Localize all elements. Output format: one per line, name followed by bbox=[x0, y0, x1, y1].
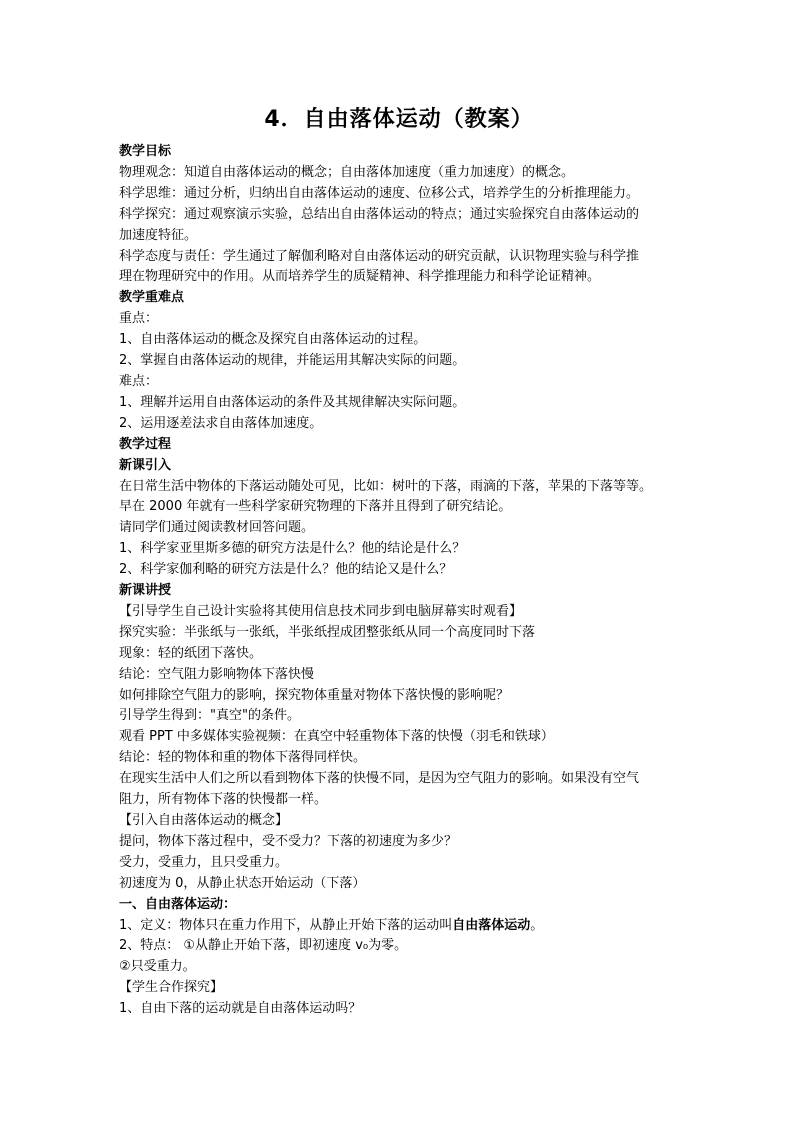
document-page bbox=[119, 104, 679, 1020]
text-line: 受力，受重力，且只受重力。 bbox=[119, 854, 289, 870]
text-line: 探究实验：半张纸与一张纸，半张纸捏成团整张纸从同一个高度同时下落 bbox=[119, 624, 536, 640]
section-heading: 教学目标 bbox=[119, 144, 172, 159]
text-line: 1、自由下落的运动就是自由落体运动吗？ bbox=[119, 1001, 362, 1017]
section-heading: 教学重难点 bbox=[119, 290, 185, 306]
page-title: 4．自由落体运动（教案） bbox=[264, 107, 534, 132]
text-line: 在日常生活中物体的下落运动随处可见，比如：树叶的下落，雨滴的下落，苹果的下落等等。 bbox=[119, 478, 653, 494]
text-line: 2、运用逐差法求自由落体加速度。 bbox=[119, 415, 323, 431]
text-line: 2、掌握自由落体运动的规律，并能运用其解决实际的问题。 bbox=[119, 353, 466, 369]
text-line: 阻力，所有物体下落的快慢都一样。 bbox=[119, 792, 328, 808]
text-line: 1、理解并运用自由落体运动的条件及其规律解决实际问题。 bbox=[119, 394, 466, 410]
text-line: 1、科学家亚里斯多德的研究方法是什么？他的结论是什么？ bbox=[119, 541, 466, 557]
text-line: 结论：轻的物体和重的物体下落得同样快。 bbox=[119, 750, 367, 766]
text-line: 【引导学生自己设计实验将其使用信息技术同步到电脑屏幕实时观看】 bbox=[119, 603, 523, 619]
text-line: ②只受重力。 bbox=[119, 959, 196, 975]
section-heading: 新课引入 bbox=[119, 457, 172, 473]
text-line: 加速度特征。 bbox=[119, 227, 198, 243]
section-heading: 新课讲授 bbox=[119, 583, 172, 599]
text-line: 请同学们通过阅读教材回答问题。 bbox=[119, 520, 315, 536]
text-line: 难点： bbox=[119, 373, 159, 389]
text-line: 在现实生活中人们之所以看到物体下落的快慢不同，是因为空气阻力的影响。如果没有空气 bbox=[119, 771, 640, 787]
defined-term: 自由落体运动 bbox=[452, 917, 531, 933]
section-heading: 一、自由落体运动： bbox=[119, 896, 237, 912]
text-line: 早在 2000 年就有一些科学家研究物理的下落并且得到了研究结论。 bbox=[119, 499, 512, 515]
text-line: 科学思维：通过分析，归纳出自由落体运动的速度、位移公式，培养学生的分析推理能力。 bbox=[119, 185, 640, 201]
text-line: 1、自由落体运动的概念及探究自由落体运动的过程。 bbox=[119, 332, 427, 348]
text-line: 如何排除空气阻力的影响，探究物体重量对物体下落快慢的影响呢？ bbox=[119, 687, 510, 703]
text-line: 结论：空气阻力影响物体下落快慢 bbox=[119, 666, 315, 682]
text-line: 2、科学家伽利略的研究方法是什么？他的结论又是什么？ bbox=[119, 562, 453, 578]
text-line: 科学探究：通过观察演示实验，总结出自由落体运动的特点；通过实验探究自由落体运动的 bbox=[119, 206, 640, 222]
text-line: 观看 PPT 中多媒体实验视频：在真空中轻重物体下落的快慢（羽毛和铁球） bbox=[119, 729, 554, 745]
text-line: 2、特点： ①从静止开始下落，即初速度 v₀为零。 bbox=[119, 938, 408, 954]
text-line: 【引入自由落体运动的概念】 bbox=[119, 813, 289, 828]
text-line: 重点： bbox=[119, 311, 159, 327]
text-line: 初速度为 0，从静止状态开始运动（下落） bbox=[119, 875, 366, 891]
text-line: 理在物理研究中的作用。从而培养学生的质疑精神、科学推理能力和科学论证精神。 bbox=[119, 269, 601, 285]
text-line: 提问，物体下落过程中，受不受力？下落的初速度为多少？ bbox=[119, 833, 458, 849]
text-line: 物理观念：知道自由落体运动的概念；自由落体加速度（重力加速度）的概念。 bbox=[119, 164, 575, 180]
document-body bbox=[119, 142, 679, 1020]
text-line: 【学生合作探究】 bbox=[119, 980, 224, 996]
section-heading: 教学过程 bbox=[119, 436, 172, 452]
text-line: 引导学生得到："真空"的条件。 bbox=[119, 708, 300, 724]
text-line: 现象：轻的纸团下落快。 bbox=[119, 645, 263, 661]
text-line: 科学态度与责任：学生通过了解伽利略对自由落体运动的研究贡献，认识物理实验与科学推 bbox=[119, 248, 640, 264]
text-line: 1、定义：物体只在重力作用下，从静止开始下落的运动叫自由落体运动。 bbox=[119, 917, 544, 933]
